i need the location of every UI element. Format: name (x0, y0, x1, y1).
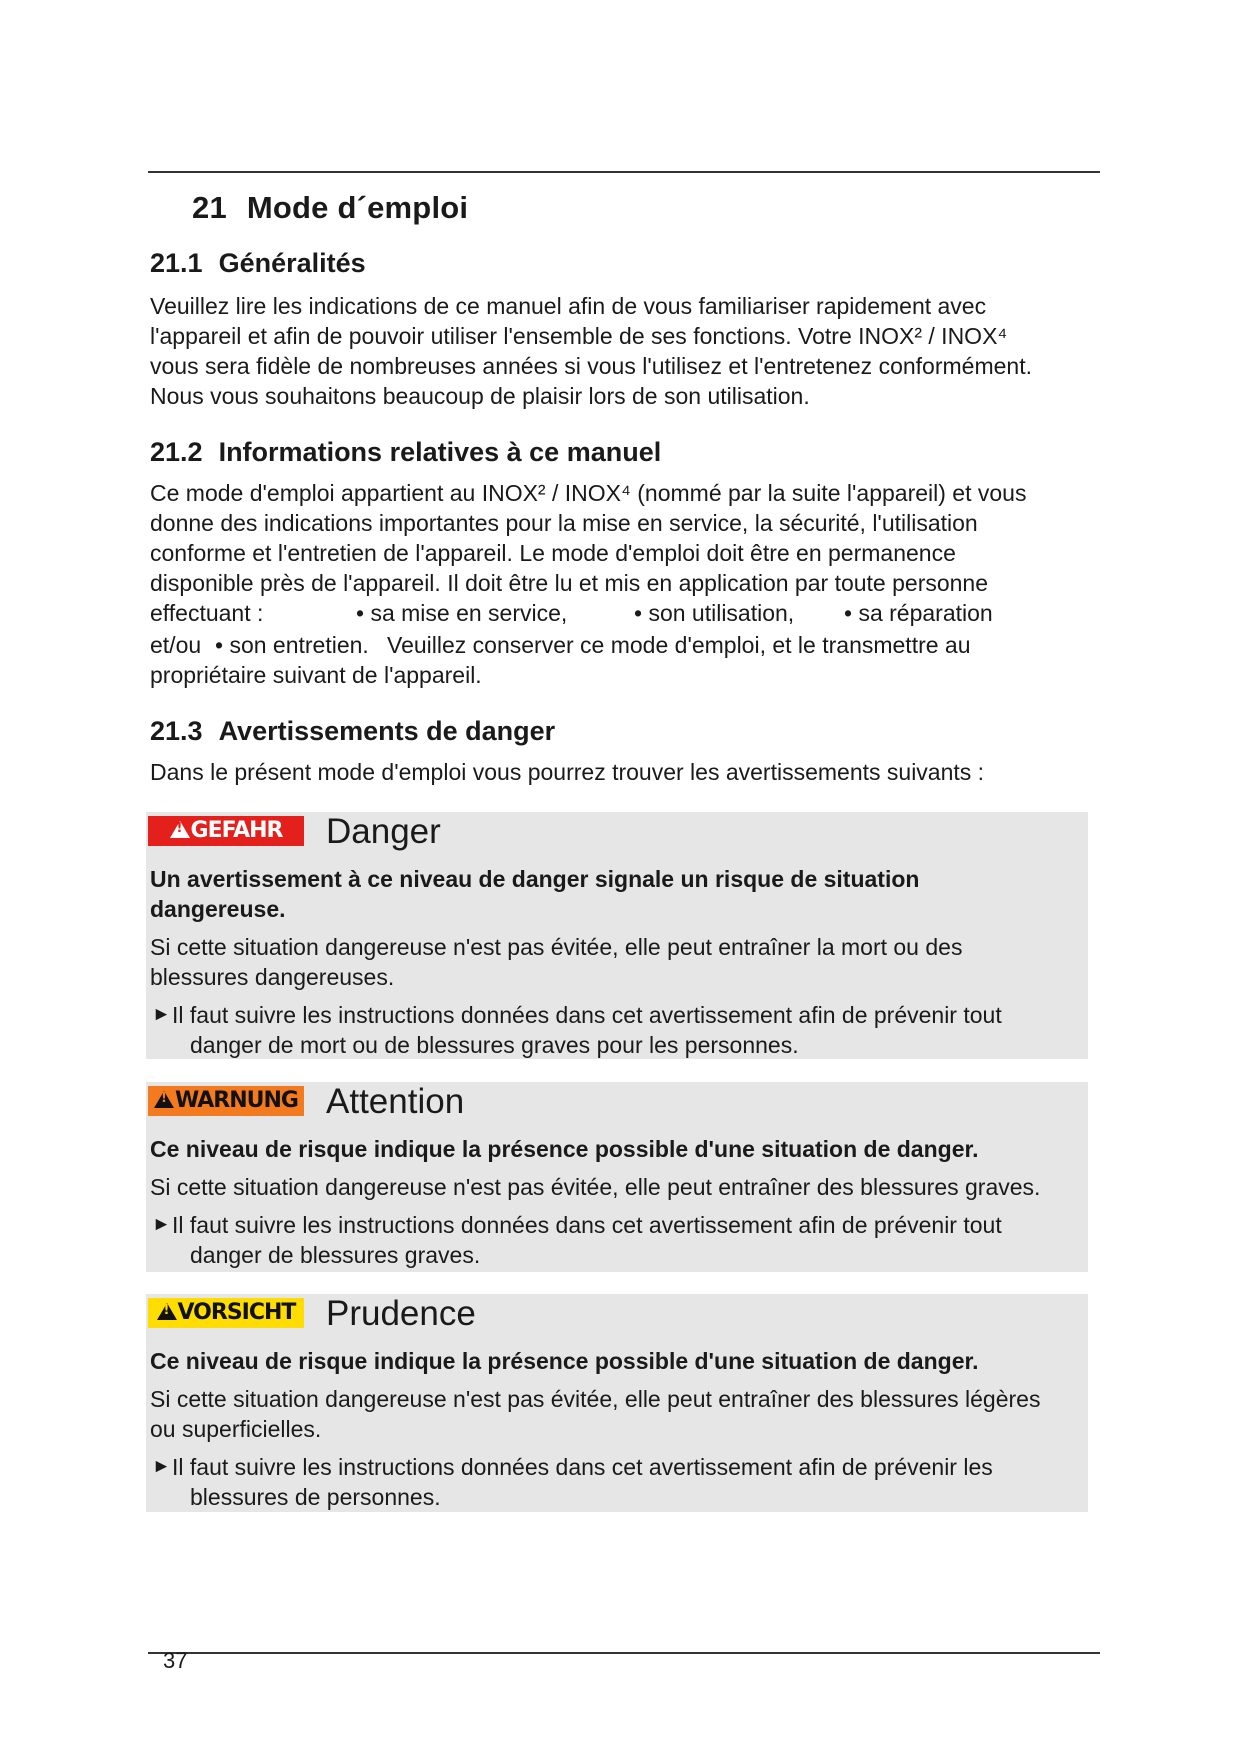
warning-box-prudence (146, 1294, 1088, 1512)
warning-consequence-line: Si cette situation dangereuse n'est pas évitée, elle peut entraîner des blessures graves. (150, 1174, 1041, 1200)
paragraph-text: Veuillez conserver ce mode d'emploi, et le transmettre au (387, 632, 971, 658)
bullet-item: • sa mise en service, (356, 600, 568, 626)
warning-summary (150, 1346, 1088, 1376)
warning-summary-line: Ce niveau de risque indique la présence possible d'une situation de danger. (150, 1348, 979, 1374)
bullet-line (150, 598, 1090, 628)
paragraph-line: l'appareil et afin de pouvoir utiliser l'ensemble de ses fonctions. Votre INOX² / INOX⁴ (150, 323, 1008, 349)
warning-summary (150, 1134, 1088, 1164)
warning-triangle-icon (157, 1303, 177, 1320)
bullet-item: • son entretien. (215, 632, 369, 658)
section-title: Avertissements de danger (218, 716, 556, 746)
badge-label: WARNUNG (175, 1088, 298, 1113)
paragraph-line: conforme et l'entretien de l'appareil. Le mode d'emploi doit être en permanence (150, 540, 956, 566)
warning-body (146, 1134, 1088, 1274)
warning-summary (150, 864, 1088, 924)
chapter-heading (192, 190, 1090, 226)
section-number: 21.1 (150, 248, 203, 278)
warning-consequence (150, 932, 1088, 992)
section-paragraph-21-2 (150, 478, 1090, 690)
chapter-number: 21 (192, 190, 227, 225)
header-rule (148, 171, 1100, 173)
warning-triangle-icon (170, 821, 190, 838)
instruction-line: Il faut suivre les instructions données dans cet avertissement afin de prévenir les (172, 1454, 993, 1480)
paragraph-line: propriétaire suivant de l'appareil. (150, 662, 482, 688)
warning-header (146, 812, 1088, 864)
paragraph-line: Veuillez lire les indications de ce manuel afin de vous familiariser rapidement avec (150, 293, 987, 319)
paragraph-line: vous sera fidèle de nombreuses années si vous l'utilisez et l'entretenez conformément. (150, 353, 1032, 379)
instruction-line: danger de mort ou de blessures graves pour les personnes. (190, 1032, 799, 1058)
warning-instruction (150, 1452, 1088, 1512)
vorsicht-badge (148, 1298, 304, 1328)
warning-summary-line: dangereuse. (150, 896, 286, 922)
warning-summary-line: Ce niveau de risque indique la présence possible d'une situation de danger. (150, 1136, 979, 1162)
bullet-lead: effectuant : (150, 600, 264, 626)
arrow-right-icon: ► (152, 1456, 171, 1477)
warning-instruction (150, 1000, 1088, 1060)
warning-body (146, 864, 1088, 1064)
bullet-item: • son utilisation, (634, 600, 795, 626)
section-number: 21.2 (150, 437, 203, 467)
warning-consequence-line: blessures dangereuses. (150, 964, 395, 990)
warning-summary-line: Un avertissement à ce niveau de danger signale un risque de situation (150, 866, 920, 892)
gefahr-badge (148, 816, 304, 846)
warning-body (146, 1346, 1088, 1516)
section-paragraph-21-1 (150, 291, 1090, 411)
paragraph-line: disponible près de l'appareil. Il doit être lu et mis en application par toute personne (150, 570, 989, 596)
bullet-line-2 (150, 630, 1090, 660)
page-number: 37 (163, 1648, 188, 1673)
warning-level: Attention (326, 1082, 465, 1121)
warning-consequence (150, 1172, 1088, 1202)
section-title: Généralités (218, 248, 366, 278)
warning-level: Danger (326, 812, 441, 851)
warning-consequence-line: Si cette situation dangereuse n'est pas évitée, elle peut entraîner des blessures légères (150, 1386, 1041, 1412)
paragraph-line: Nous vous souhaitons beaucoup de plaisir lors de son utilisation. (150, 383, 810, 409)
warning-box-danger (146, 812, 1088, 1059)
bullet-lead: et/ou (150, 632, 202, 658)
section-title: Informations relatives à ce manuel (218, 437, 662, 467)
bullet-item: • sa réparation (844, 600, 993, 626)
paragraph-line: donne des indications importantes pour la mise en service, la sécurité, l'utilisation (150, 510, 978, 536)
section-number: 21.3 (150, 716, 203, 746)
section-heading-21-1 (150, 248, 1090, 279)
badge-label: VORSICHT (177, 1300, 296, 1325)
warnung-badge (148, 1086, 304, 1116)
warning-header (146, 1082, 1088, 1134)
instruction-line: Il faut suivre les instructions données dans cet avertissement afin de prévenir tout (172, 1002, 1002, 1028)
page-content (150, 190, 1090, 787)
instruction-line: blessures de personnes. (190, 1484, 441, 1510)
chapter-title: Mode d´emploi (246, 190, 469, 225)
section-intro: Dans le présent mode d'emploi vous pourrez trouver les avertissements suivants : (150, 759, 985, 785)
arrow-right-icon: ► (152, 1004, 171, 1025)
warning-consequence (150, 1384, 1088, 1444)
warning-triangle-icon (154, 1091, 174, 1108)
warning-box-attention (146, 1082, 1088, 1272)
warning-consequence-line: ou superficielles. (150, 1416, 322, 1442)
warning-consequence-line: Si cette situation dangereuse n'est pas évitée, elle peut entraîner la mort ou des (150, 934, 963, 960)
footer-rule (148, 1652, 1100, 1654)
instruction-line: Il faut suivre les instructions données dans cet avertissement afin de prévenir tout (172, 1212, 1002, 1238)
arrow-right-icon: ► (152, 1214, 171, 1235)
paragraph-line: Ce mode d'emploi appartient au INOX² / INOX⁴ (nommé par la suite l'appareil) et vous (150, 480, 1027, 506)
section-heading-21-2 (150, 437, 1090, 468)
warning-level: Prudence (326, 1294, 476, 1333)
warning-header (146, 1294, 1088, 1346)
section-heading-21-3 (150, 716, 1090, 747)
warning-instruction (150, 1210, 1088, 1270)
badge-label: GEFAHR (190, 818, 283, 843)
instruction-line: danger de blessures graves. (190, 1242, 481, 1268)
